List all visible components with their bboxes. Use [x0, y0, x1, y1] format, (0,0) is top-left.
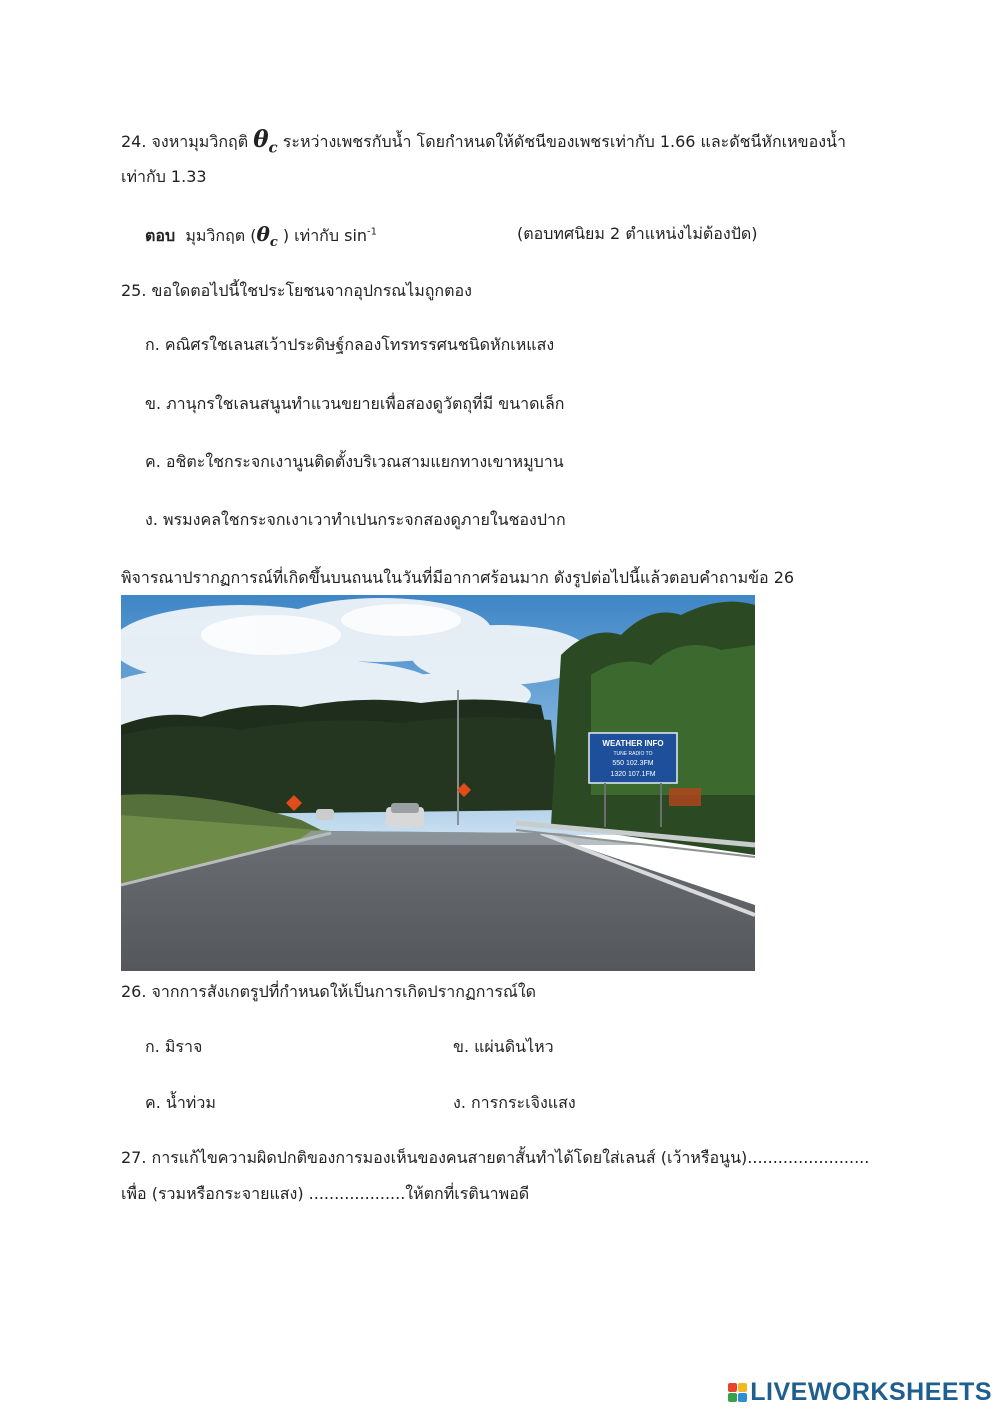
q25-option-b[interactable]: ข. ภานุกรใชเลนสนูนทำแวนขยายเพื่อสองดูวัตถุที่มี ขนาดเล็ก [145, 394, 565, 413]
q24-answer-note: (ตอบทศนิยม 2 ตำแหน่งไม่ต้องปัด) [517, 224, 758, 243]
q26-option-c[interactable]: ค. น้ำท่วม [145, 1093, 216, 1112]
logo-grid-icon [728, 1383, 747, 1402]
q24-prefix: 24. จงหามุมวิกฤติ [121, 132, 249, 151]
q24-answer-input[interactable] [382, 226, 452, 247]
q24-suffix: ระหว่างเพชรกับน้ำ โดยกำหนดให้ดัชนีของเพชรเท่ากับ 1.66 และดัชนีหักเหของน้ำ [282, 132, 846, 151]
answer-label: ตอบ [145, 226, 176, 245]
answer-prefix: มุมวิกฤต ( [185, 226, 257, 245]
liveworksheets-logo[interactable] [728, 1378, 992, 1407]
theta-symbol-small: $\theta_c$ [256, 222, 278, 250]
logo-text: LIVEWORKSHEETS [750, 1378, 992, 1406]
q25-option-d[interactable]: ง. พรมงคลใชกระจกเงาเวาทำเปนกระจกสองดูภายในชองปาก [145, 510, 566, 529]
q25-option-c[interactable]: ค. อชิตะใชกระจกเงานูนติดตั้งบริเวณสามแยกทางเขาหมูบาน [145, 452, 564, 471]
q24-answer-row [145, 222, 452, 250]
q25-option-a[interactable]: ก. คณิศรใชเลนสเว้าประดิษฐ์กลองโทรทรรศนชนิดหักเหแสง [145, 335, 555, 354]
q27-line1: 27. การแก้ไขความผิดปกติของการมองเห็นของคนสายตาสั้นทำได้โดยใส่เลนส์ (เว้าหรือนูน)........................ [121, 1148, 870, 1167]
answer-mid: ) เท่ากับ sin [277, 226, 368, 245]
q24-line1 [121, 126, 846, 157]
q26-option-a[interactable]: ก. มิราจ [145, 1037, 203, 1056]
answer-sup: -1 [367, 226, 378, 238]
sign-line4: 1320 107.1FM [610, 771, 656, 778]
q24-line2: เท่ากับ 1.33 [121, 167, 207, 186]
q26-question: 26. จากการสังเกตรูปที่กำหนดให้เป็นการเกิดปรากฏการณ์ใด [121, 982, 537, 1001]
sign-line3: 550 102.3FM [612, 760, 654, 767]
sign-title: WEATHER INFO [602, 739, 664, 748]
theta-symbol: $\theta_c$ [253, 126, 278, 157]
q25-question: 25. ขอใดตอไปนี้ใชประโยชนจากอุปกรณไมถูกตอง [121, 281, 472, 300]
q26-option-b[interactable]: ข. แผ่นดินไหว [453, 1037, 554, 1056]
road-mirage-photo [121, 595, 755, 971]
sign-line2: TUNE RADIO TO [613, 751, 653, 757]
q26-intro: พิจารณาปรากฏการณ์ที่เกิดขึ้นบนถนนในวันที่มีอากาศร้อนมาก ดังรูปต่อไปนี้แล้วตอบคำถามข้อ 26 [121, 568, 795, 587]
q27-line2: เพื่อ (รวมหรือกระจายแสง) ...................ให้ตกที่เรตินาพอดี [121, 1184, 530, 1203]
q26-option-d[interactable]: ง. การกระเจิงแสง [453, 1093, 576, 1112]
